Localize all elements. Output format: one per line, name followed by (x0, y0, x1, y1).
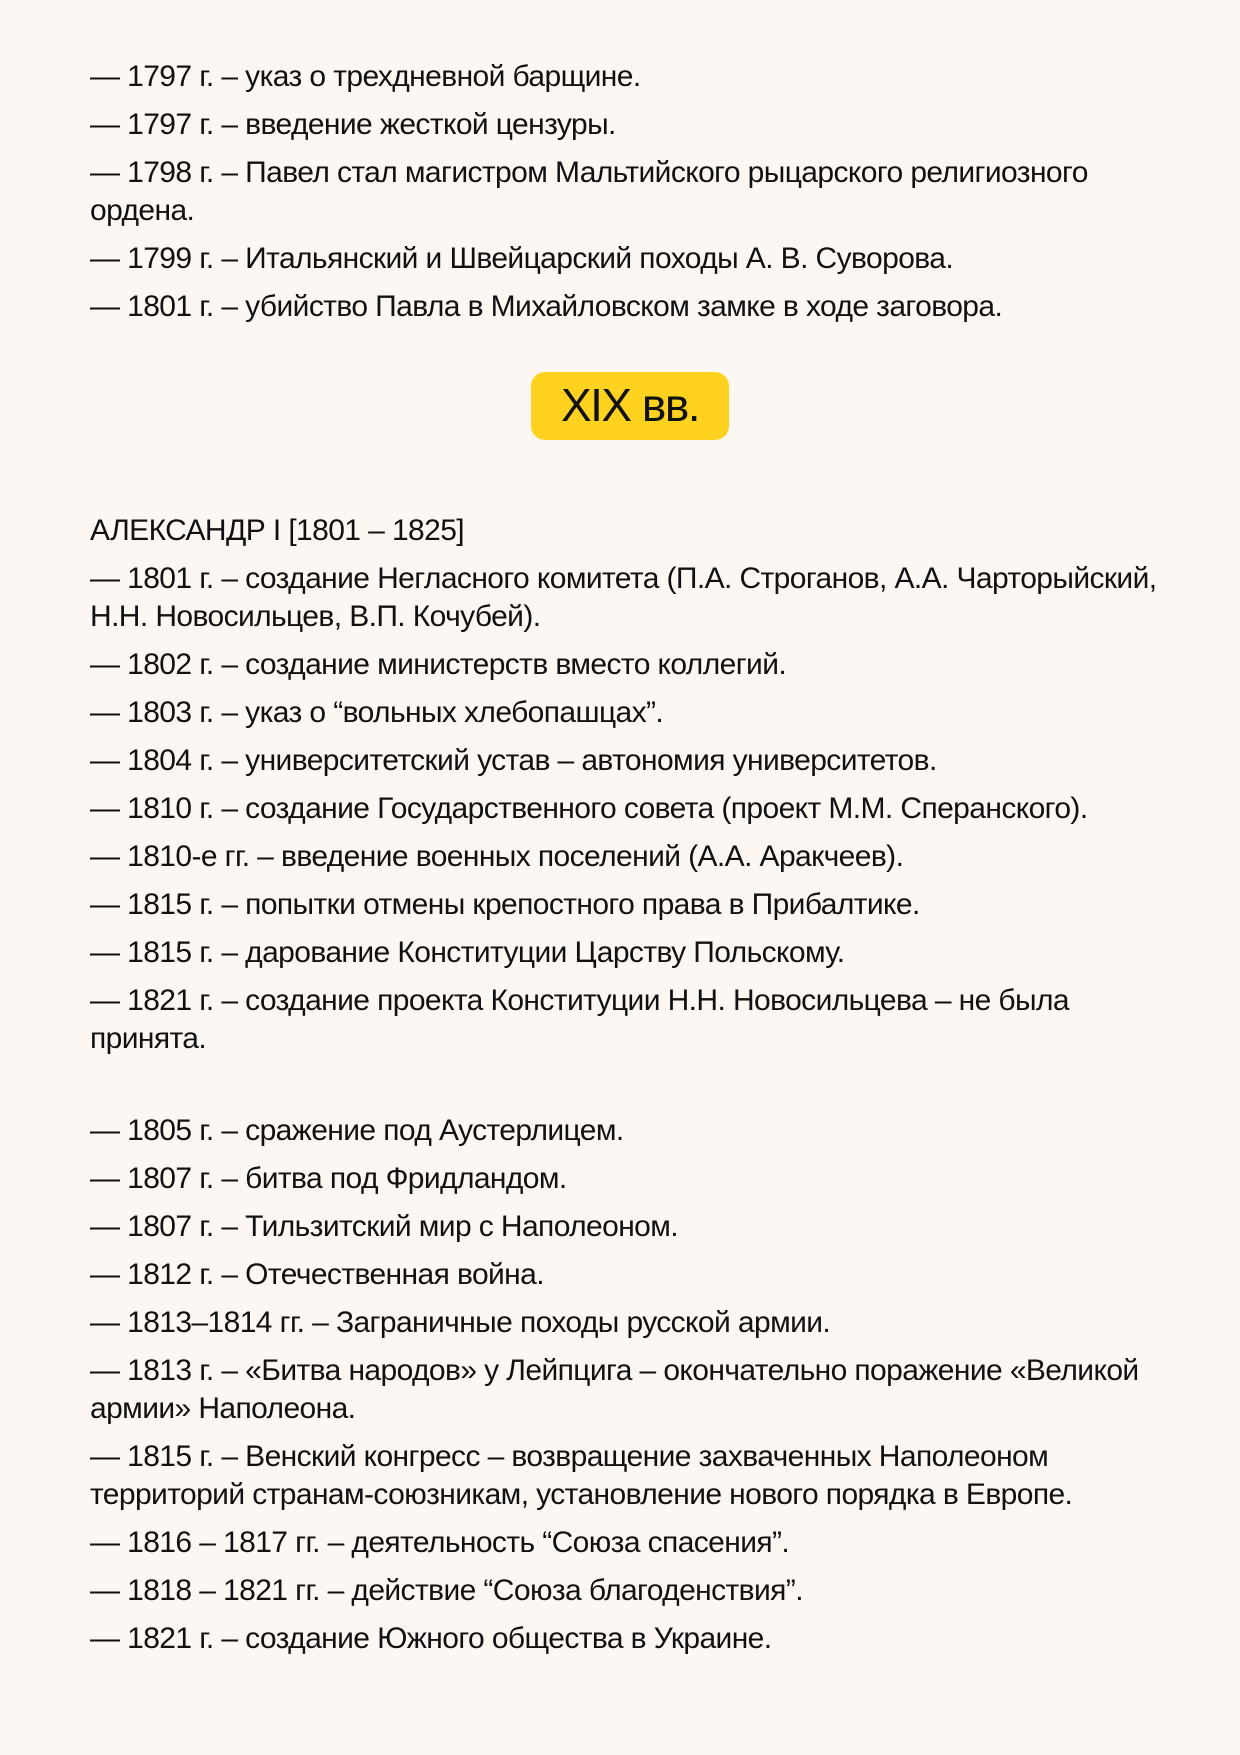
domestic-events-list (90, 560, 1170, 1058)
list-item: — 1815 г. – попытки отмены крепостного права в Прибалтике. (90, 888, 920, 921)
list-item: — 1810 г. – создание Государственного совета (проект М.М. Сперанского). (90, 792, 1088, 825)
list-item: — 1798 г. – Павел стал магистром Мальтийского рыцарского религиозного ордена. (90, 156, 1088, 227)
list-item: — 1813 г. – «Битва народов» у Лейпцига – окончательно поражение «Великой армии» Наполеона. (90, 1354, 1139, 1425)
list-item: — 1821 г. – создание Южного общества в Украине. (90, 1622, 772, 1655)
document-page (90, 58, 1170, 1668)
list-item: — 1797 г. – введение жесткой цензуры. (90, 108, 616, 141)
century-badge: XIX вв. (531, 372, 729, 440)
century-badge-container (90, 372, 1170, 440)
foreign-events-list (90, 1112, 1170, 1658)
list-item: — 1821 г. – создание проекта Конституции Н.Н. Новосильцева – не была принята. (90, 984, 1069, 1055)
list-item: — 1815 г. – Венский конгресс – возвращение захваченных Наполеоном территорий странам-союзникам, установление нового порядка в Европе. (90, 1440, 1073, 1511)
list-item: — 1804 г. – университетский устав – автономия университетов. (90, 744, 937, 777)
list-item: — 1807 г. – Тильзитский мир с Наполеоном. (90, 1210, 679, 1243)
list-item: — 1803 г. – указ о “вольных хлебопашцах”. (90, 696, 664, 729)
list-item: — 1807 г. – битва под Фридландом. (90, 1162, 567, 1195)
list-item: — 1802 г. – создание министерств вместо коллегий. (90, 648, 787, 681)
list-item: — 1816 – 1817 гг. – деятельность “Союза спасения”. (90, 1526, 790, 1559)
list-item: — 1815 г. – дарование Конституции Царству Польскому. (90, 936, 845, 969)
section-heading: АЛЕКСАНДР I [1801 – 1825] (90, 514, 465, 547)
section-spacer (90, 1068, 1170, 1112)
list-item: — 1801 г. – убийство Павла в Михайловском замке в ходе заговора. (90, 290, 1003, 323)
list-item: — 1810-е гг. – введение военных поселений (А.А. Аракчеев). (90, 840, 904, 873)
list-item: — 1799 г. – Итальянский и Швейцарский походы А. В. Суворова. (90, 242, 954, 275)
top-events-list (90, 58, 1170, 326)
list-item: — 1818 – 1821 гг. – действие “Союза благоденствия”. (90, 1574, 803, 1607)
list-item: — 1805 г. – сражение под Аустерлицем. (90, 1114, 624, 1147)
list-item: — 1813–1814 гг. – Заграничные походы русской армии. (90, 1306, 831, 1339)
list-item: — 1812 г. – Отечественная война. (90, 1258, 544, 1291)
list-item: — 1797 г. – указ о трехдневной барщине. (90, 60, 641, 93)
list-item: — 1801 г. – создание Негласного комитета (П.А. Строганов, А.А. Чарторыйский, Н.Н. Новосильцев, В.П. Кочубей). (90, 562, 1157, 633)
